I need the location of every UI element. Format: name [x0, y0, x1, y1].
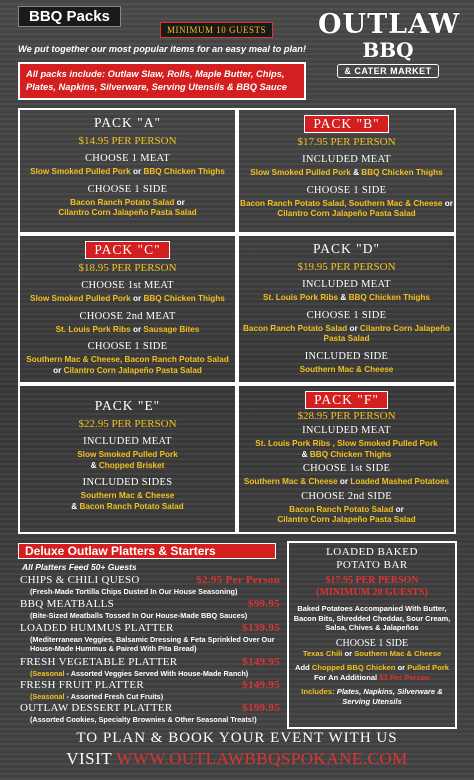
pack-heading: CHOOSE 2nd SIDE	[301, 490, 392, 502]
pack-options: Bacon Ranch Potato Salad or Cilantro Corn Jalapeño Pasta Salad	[277, 504, 416, 524]
website-link[interactable]: WWW.OUTLAWBBQSPOKANE.COM	[116, 749, 408, 768]
pack-heading: CHOOSE 1 SIDE	[87, 183, 168, 195]
pack-price: $22.95 PER PERSON	[78, 418, 177, 430]
includes-banner: All packs include: Outlaw Slaw, Rolls, Maple Butter, Chips, Plates, Napkins, Silverware, Serving Utensils & BBQ Sauce	[18, 62, 306, 100]
logo-line3: & CATER MARKET	[337, 64, 438, 78]
pack-options: Slow Smoked Pulled Pork & BBQ Chicken Thighs	[250, 168, 443, 177]
pack-options: Bacon Ranch Potato Salad or Cilantro Corn Jalapeño Pasta Salad	[242, 323, 450, 343]
platter-item: FRESH FRUIT PLATTER $149.95 (Seasonal - Assorted Fresh Cut Fruits)	[20, 679, 280, 701]
pack-title: PACK "C"	[85, 241, 169, 259]
tagline: We put together our most popular items for an easy meal to plan!	[18, 44, 307, 54]
potato-bar-box	[287, 541, 457, 729]
pack-options: Southern Mac & Cheese, Bacon Ranch Potato Salad or Cilantro Corn Jalapeño Pasta Salad	[26, 355, 229, 375]
pack-heading: CHOOSE 1 SIDE	[306, 184, 387, 196]
pack-options: Southern Mac & Cheese & Bacon Ranch Potato Salad	[71, 491, 184, 511]
pack-heading: CHOOSE 1 SIDE	[87, 341, 168, 352]
pack-heading: CHOOSE 2nd MEAT	[79, 310, 176, 322]
platter-item: LOADED HUMMUS PLATTER $139.95 (Mediterranean Veggies, Balsamic Dressing & Feta Sprinkled Over Our House-Made Hummus & Paired With Pita Bread)	[20, 622, 280, 653]
pack-price: $28.95 PER PERSON	[297, 410, 396, 422]
pack-options: Bacon Ranch Potato Salad, Southern Mac & Cheese or Cilantro Corn Jalapeño Pasta Salad	[240, 198, 453, 218]
page-title: BBQ Packs	[18, 6, 121, 27]
logo-line2: BBQ	[362, 38, 414, 62]
pack-f	[237, 384, 456, 534]
potato-includes: Includes: Plates, Napkins, Silverware & Serving Utensils	[301, 686, 443, 706]
platters-feeds-note: All Platters Feed 50+ Guests	[22, 562, 137, 572]
pack-options: Southern Mac & Cheese or Loaded Mashed Potatoes	[243, 477, 450, 486]
footer-cta: TO PLAN & BOOK YOUR EVENT WITH US	[76, 730, 398, 746]
potato-side-options: Texas Chili or Southern Mac & Cheese	[302, 648, 442, 658]
pack-c	[18, 234, 237, 384]
potato-addon: Add Chopped BBQ Chicken or Pulled Pork For An Additional $3 Per Person	[294, 662, 450, 682]
pack-heading: INCLUDED MEAT	[83, 436, 172, 447]
pack-options: St. Louis Pork Ribs , Slow Smoked Pulled Pork & BBQ Chicken Thighs	[255, 439, 438, 459]
pack-options: St. Louis Pork Ribs or Sausage Bites	[55, 324, 200, 334]
platter-item: OUTLAW DESSERT PLATTER $199.95 (Assorted Cookies, Specialty Brownies & Other Seasonal Treats!)	[20, 702, 280, 724]
platter-item: FRESH VEGETABLE PLATTER $149.95 (Seasonal - Assorted Veggies Served With House-Made Ranch)	[20, 656, 280, 678]
potato-choose-heading: CHOOSE 1 SIDE	[335, 637, 409, 649]
pack-heading: INCLUDED MEAT	[302, 425, 391, 436]
pack-title: PACK "D"	[313, 241, 380, 256]
pack-d	[237, 234, 456, 384]
pack-price: $19.95 PER PERSON	[297, 261, 396, 273]
pack-b	[237, 108, 456, 234]
pack-heading: CHOOSE 1 MEAT	[85, 153, 170, 164]
pack-heading: INCLUDED MEAT	[302, 154, 391, 165]
potato-title: LOADED BAKED POTATO BAR	[326, 546, 418, 571]
potato-description: Baked Potatoes Accompanied With Butter, Bacon Bits, Shredded Cheddar, Sour Cream, Salsa, Chives & Jalapeños	[293, 604, 451, 632]
pack-options: Bacon Ranch Potato Salad or Cilantro Corn Jalapeño Pasta Salad	[58, 197, 197, 217]
pack-heading: CHOOSE 1st SIDE	[302, 463, 391, 474]
platters-title: Deluxe Outlaw Platters & Starters	[18, 543, 276, 559]
pack-heading: INCLUDED SIDE	[304, 350, 389, 362]
logo-line1: OUTLAW	[318, 9, 461, 40]
pack-title: PACK "B"	[304, 115, 388, 133]
pack-options: Slow Smoked Pulled Pork or BBQ Chicken Thighs	[30, 294, 225, 303]
pack-options: Slow Smoked Pulled Pork or BBQ Chicken Thighs	[30, 167, 225, 176]
pack-heading: CHOOSE 1st MEAT	[81, 280, 174, 291]
pack-heading: INCLUDED SIDES	[82, 477, 173, 488]
pack-price: $18.95 PER PERSON	[78, 262, 177, 274]
platter-item: BBQ MEATBALLS $99.95 (Bite-Sized Meatballs Tossed In Our House-Made BBQ Sauces)	[20, 598, 280, 620]
pack-price: $14.95 PER PERSON	[78, 135, 177, 147]
outlaw-logo	[318, 9, 461, 90]
pack-heading: INCLUDED MEAT	[302, 279, 391, 290]
pack-options: Slow Smoked Pulled Pork & Chopped Brisket	[77, 450, 178, 470]
pack-title: PACK "E"	[94, 398, 161, 413]
minimum-guests-badge: MINIMUM 10 GUESTS	[160, 22, 273, 38]
pack-heading: CHOOSE 1 SIDE	[306, 309, 387, 321]
pack-title: PACK "A"	[94, 115, 161, 130]
pack-a	[18, 108, 237, 234]
potato-price: $17.95 PER PERSON (MINIMUM 20 GUESTS)	[316, 575, 428, 598]
footer-visit: VISIT WWW.OUTLAWBBQSPOKANE.COM	[66, 749, 408, 768]
pack-options: Southern Mac & Cheese	[299, 364, 394, 374]
pack-title: PACK "F"	[305, 391, 388, 409]
pack-options: St. Louis Pork Ribs & BBQ Chicken Thighs	[263, 293, 430, 302]
pack-price: $17.95 PER PERSON	[297, 136, 396, 148]
platter-item: CHIPS & CHILI QUESO $2.95 Per Person (Fresh-Made Tortilla Chips Dusted In Our House Seasoning)	[20, 574, 280, 596]
pack-e	[18, 384, 237, 534]
